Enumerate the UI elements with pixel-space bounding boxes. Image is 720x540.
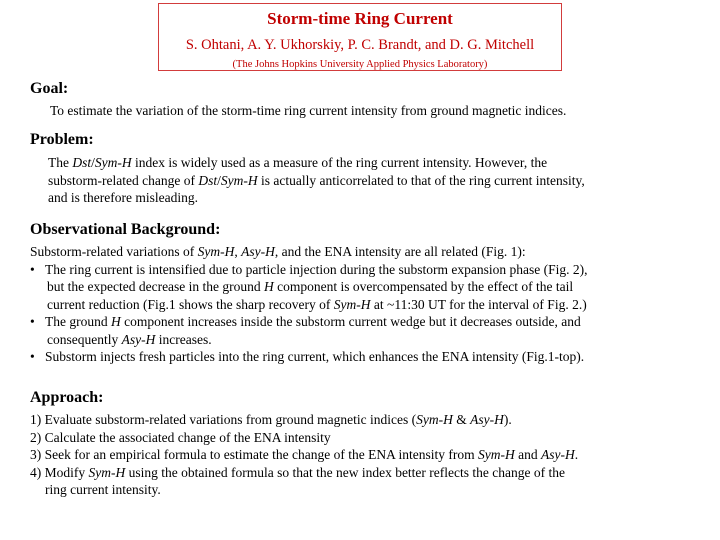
list-item: • The ring current is intensified due to particle injection during the substorm expansion phase (Fig. 2), bbox=[30, 261, 588, 277]
problem-heading: Problem: bbox=[30, 131, 94, 148]
paper-title: Storm-time Ring Current bbox=[267, 9, 453, 28]
goal-text: To estimate the variation of the storm-time ring current intensity from ground magnetic indices. bbox=[50, 103, 567, 118]
authors: S. Ohtani, A. Y. Ukhorskiy, P. C. Brandt, and D. G. Mitchell bbox=[185, 37, 535, 53]
affiliation: (The Johns Hopkins University Applied Physics Laboratory) bbox=[232, 59, 488, 70]
goal-heading: Goal: bbox=[30, 80, 69, 97]
approach-steps: 1) Evaluate substorm-related variations from ground magnetic indices (Sym-H & Asy-H). 2) Calculate the associated change of the ENA intensity 3) Seek for an empirical formula to estimate the change of the ENA intensity from Sym-H and Asy-H. 4) Modify Sym-H using the obtained formula so that the new index better reflects the change of the ring current intensity. bbox=[30, 412, 579, 497]
background-text: Substorm-related variations of Sym-H, Asy-H, and the ENA intensity are all related (Fig. 1): • The ring current is intensified due to particle injection during the substorm expansion phase (Fig. 2), but the expected decrease in the ground H component is overcompensated by the effect of the tail current reduction (Fig.1 shows the sharp recovery of Sym-H at ~11:30 UT for the interval of Fig. 2.) • The ground H component increases inside the substorm current wedge but it decreases outside, and consequently Asy-H increases. • Substorm injects fresh particles into the ring current, which enhances the ENA intensity (Fig.1-top). bbox=[30, 244, 588, 364]
list-item: 3) Seek for an empirical formula to estimate the change of the ENA intensity from Sym-H and Asy-H. bbox=[30, 447, 579, 462]
list-item: 1) Evaluate substorm-related variations from ground magnetic indices (Sym-H & Asy-H). bbox=[30, 412, 512, 427]
problem-text: The Dst/Sym-H index is widely used as a measure of the ring current intensity. However, the substorm-related change of Dst/Sym-H is actually anticorrelated to that of the ring current intensity, and is therefore misleading. bbox=[48, 155, 585, 205]
list-item: 2) Calculate the associated change of the ENA intensity bbox=[30, 429, 331, 445]
list-item: • Substorm injects fresh particles into the ring current, which enhances the ENA intensity (Fig.1-top). bbox=[30, 349, 585, 364]
list-item: • The ground H component increases inside the substorm current wedge but it decreases outside, and bbox=[30, 314, 581, 329]
title-box bbox=[158, 3, 562, 71]
list-item: 4) Modify Sym-H using the obtained formula so that the new index better reflects the change of the bbox=[30, 464, 565, 480]
approach-heading: Approach: bbox=[30, 389, 104, 406]
background-heading: Observational Background: bbox=[30, 221, 221, 238]
